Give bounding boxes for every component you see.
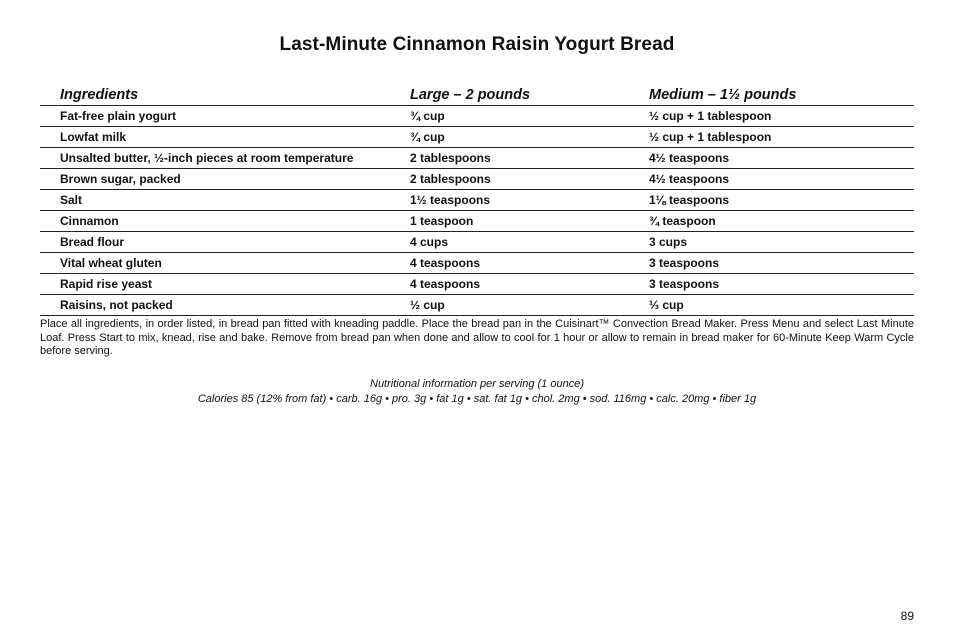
header-ingredients: Ingredients (40, 83, 410, 106)
ingredient-name: Bread flour (40, 232, 410, 253)
medium-amount: 3 cups (649, 232, 914, 253)
table-row (40, 211, 914, 232)
large-amount: 1½ teaspoons (410, 190, 649, 211)
ingredients-table (40, 83, 914, 316)
table-header-row (40, 83, 914, 106)
table-row (40, 127, 914, 148)
large-amount: ¾ cup (410, 106, 649, 127)
table-row (40, 106, 914, 127)
table-row (40, 253, 914, 274)
medium-amount: 3 teaspoons (649, 274, 914, 295)
table-row (40, 232, 914, 253)
table-row (40, 169, 914, 190)
large-amount: 4 teaspoons (410, 274, 649, 295)
table-row (40, 295, 914, 316)
medium-amount: 4½ teaspoons (649, 169, 914, 190)
recipe-title: Last-Minute Cinnamon Raisin Yogurt Bread (279, 34, 675, 55)
ingredient-name: Salt (40, 190, 410, 211)
ingredient-name: Lowfat milk (40, 127, 410, 148)
page-number: 89 (900, 609, 914, 623)
medium-amount: 4½ teaspoons (649, 148, 914, 169)
medium-amount: 1⅛ teaspoons (649, 190, 914, 211)
table-row (40, 274, 914, 295)
medium-amount: ½ cup + 1 tablespoon (649, 106, 914, 127)
medium-amount: 3 teaspoons (649, 253, 914, 274)
ingredient-name: Rapid rise yeast (40, 274, 410, 295)
medium-amount: ⅓ cup (649, 295, 914, 316)
medium-amount: ½ cup + 1 tablespoon (649, 127, 914, 148)
ingredient-name: Cinnamon (40, 211, 410, 232)
recipe-instructions: Place all ingredients, in order listed, in bread pan fitted with kneading paddle. Place the bread pan in the Cuisinart™ Convection Bread Maker. Press Menu and select Last Minute Loaf. Press Start to mix, knead, rise and bake. Remove from bread pan when done and allow to cool for 1 hour or allow to remain in bread maker for 60-Minute Keep Warm Cycle before serving. (40, 318, 914, 357)
large-amount: 4 teaspoons (410, 253, 649, 274)
large-amount: ½ cup (410, 295, 649, 316)
ingredient-name: Raisins, not packed (40, 295, 410, 316)
table-row (40, 148, 914, 169)
header-medium: Medium – 1½ pounds (649, 83, 914, 106)
large-amount: 2 tablespoons (410, 148, 649, 169)
nutrition-values: Calories 85 (12% from fat) • carb. 16g • pro. 3g • fat 1g • sat. fat 1g • chol. 2mg • sod. 116mg • calc. 20mg • fiber 1g (197, 393, 757, 405)
ingredient-name: Vital wheat gluten (40, 253, 410, 274)
large-amount: ¾ cup (410, 127, 649, 148)
header-large: Large – 2 pounds (410, 83, 649, 106)
ingredient-name: Unsalted butter, ½-inch pieces at room temperature (40, 148, 410, 169)
ingredient-name: Fat-free plain yogurt (40, 106, 410, 127)
table-row (40, 190, 914, 211)
ingredient-name: Brown sugar, packed (40, 169, 410, 190)
nutrition-heading: Nutritional information per serving (1 ounce) (370, 378, 584, 390)
large-amount: 4 cups (410, 232, 649, 253)
large-amount: 1 teaspoon (410, 211, 649, 232)
large-amount: 2 tablespoons (410, 169, 649, 190)
medium-amount: ¾ teaspoon (649, 211, 914, 232)
